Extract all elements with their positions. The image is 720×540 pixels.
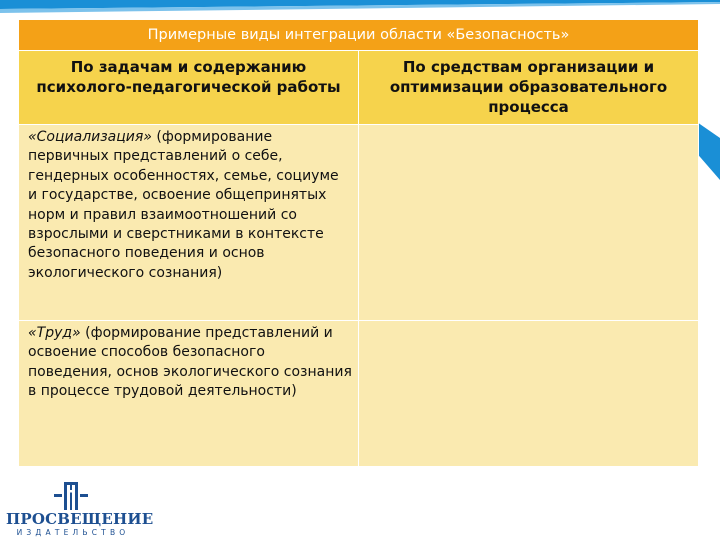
column-header-means: По средствам организации и оптимизации образовательного процесса xyxy=(359,51,699,125)
area-term: «Труд» xyxy=(28,325,81,341)
table-row xyxy=(19,125,699,321)
table-title: Примерные виды интеграции области «Безопасность» xyxy=(19,20,699,51)
integration-table xyxy=(18,19,699,467)
publisher-emblem-icon xyxy=(54,482,88,512)
row-means-cell xyxy=(359,125,699,321)
publisher-subtitle: ИЗДАТЕЛЬСТВО xyxy=(16,528,130,537)
row-content-cell xyxy=(19,125,359,321)
area-description: (формирование первичных представлений о себе, гендерных особенностях, семье, социуме и государстве, освоение общепринятых норм и правил взаимоотношений со взрослыми и сверстниками в контексте безопасного поведения и основ экологического сознания) xyxy=(28,129,339,281)
top-decoration xyxy=(0,0,720,14)
publisher-name: ПРОСВЕЩЕНИЕ xyxy=(6,510,154,528)
row-means-cell xyxy=(359,321,699,467)
row-content-cell xyxy=(19,321,359,467)
column-header-tasks: По задачам и содержанию психолого-педагогической работы xyxy=(19,51,359,125)
area-description: (формирование представлений и освоение способов безопасного поведения, основ экологического сознания в процессе трудовой деятельности) xyxy=(28,325,352,400)
publisher-logo xyxy=(6,482,154,538)
area-term: «Социализация» xyxy=(28,129,152,145)
table-row xyxy=(19,321,699,467)
